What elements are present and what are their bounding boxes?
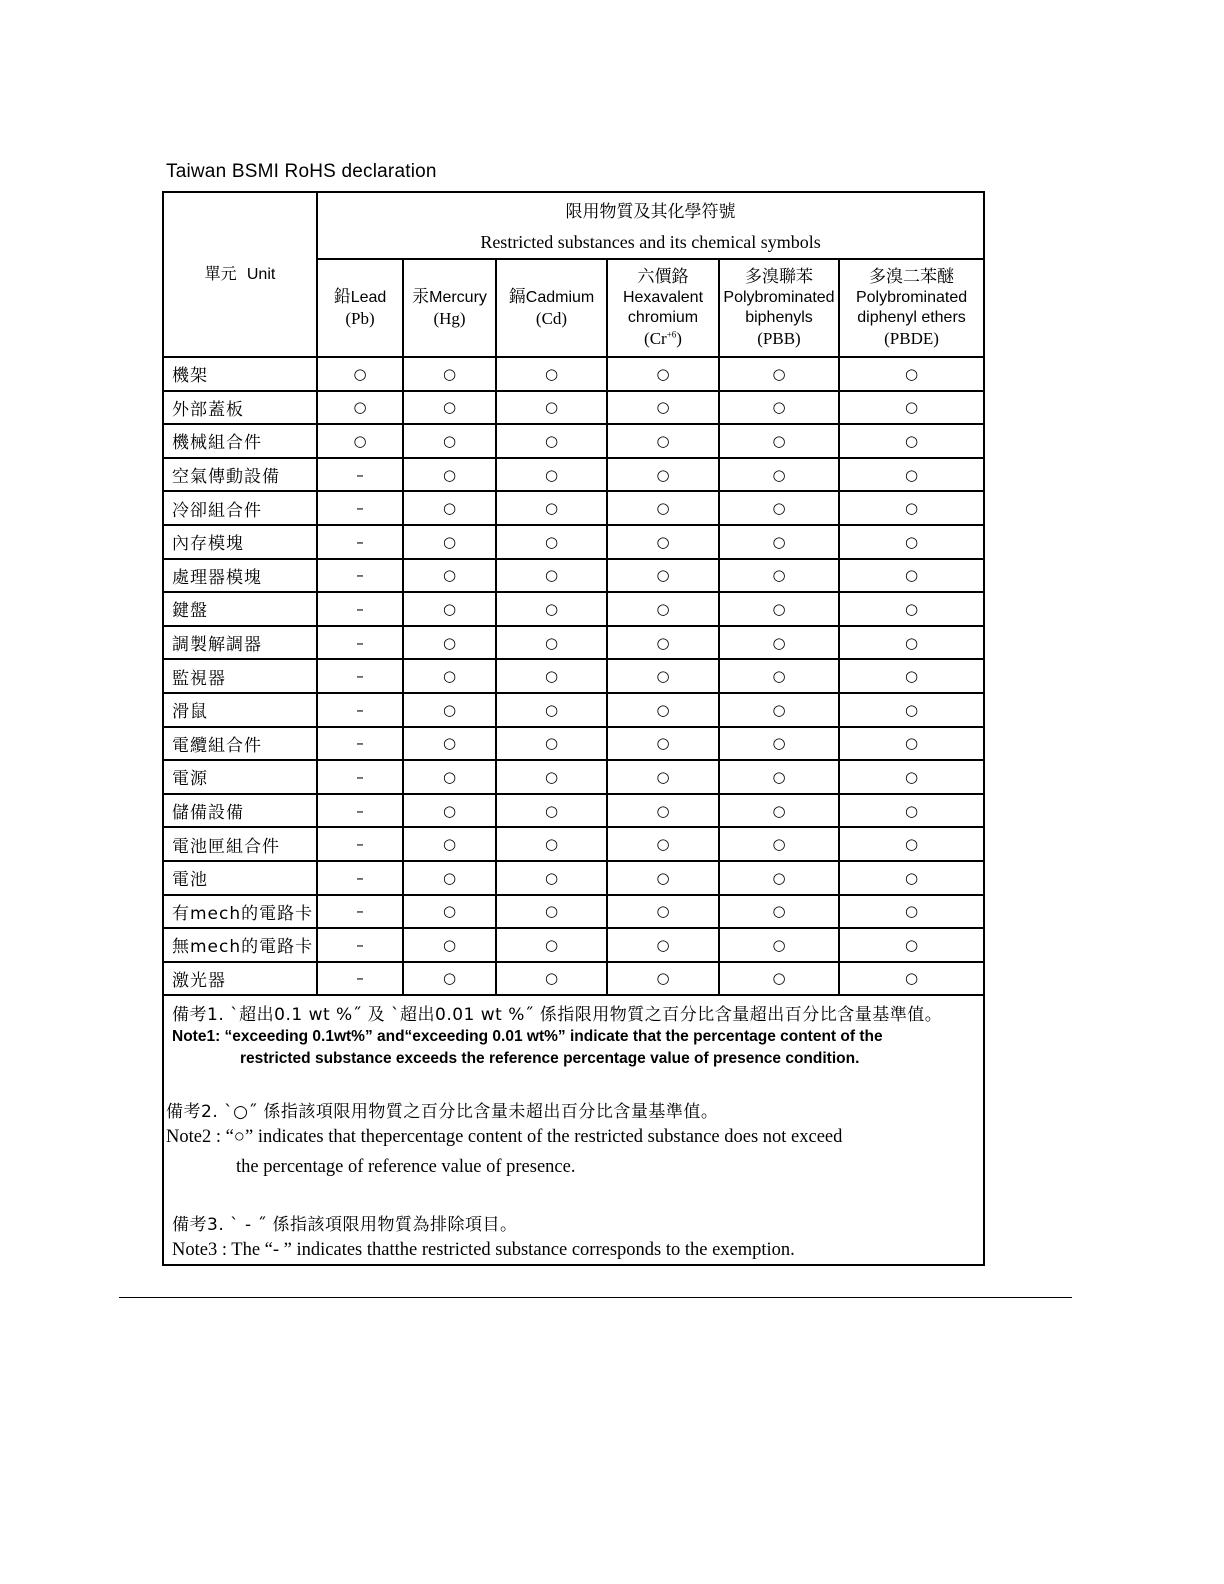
substance-mark-cell: ○ (719, 727, 839, 761)
substance-mark-cell: ○ (719, 861, 839, 895)
pbb-symbol: (PBB) (757, 329, 801, 348)
table-row (163, 559, 984, 593)
lead-symbol: (Pb) (345, 309, 375, 328)
pbb-zh: 多溴聯苯 (745, 266, 813, 287)
substance-mark-cell: ○ (719, 928, 839, 962)
substance-mark-cell: ○ (496, 458, 607, 492)
table-row (163, 458, 984, 492)
substance-mark-cell: ○ (403, 693, 496, 727)
substance-mark-cell: ○ (839, 391, 984, 425)
substance-mark-cell: ○ (839, 727, 984, 761)
substance-mark-cell: ○ (403, 357, 496, 391)
substance-mark-cell: ○ (403, 391, 496, 425)
pbde-symbol: (PBDE) (884, 329, 939, 348)
note3-en: Note3 : The “- ” indicates thatthe restricted substance corresponds to the exemption. (172, 1240, 795, 1261)
substance-mark-cell: ○ (839, 458, 984, 492)
substance-mark-cell: ○ (317, 357, 403, 391)
chromium-en2: chromium (627, 309, 699, 326)
substance-mark-cell: – (317, 693, 403, 727)
substance-mark-cell: ○ (839, 491, 984, 525)
substance-mark-cell: ○ (496, 491, 607, 525)
mercury-symbol: (Hg) (433, 309, 466, 328)
substance-mark-cell: ○ (719, 458, 839, 492)
substance-mark-cell: ○ (719, 424, 839, 458)
substance-mark-cell: ○ (403, 962, 496, 996)
substance-mark-cell: – (317, 559, 403, 593)
document-title: Taiwan BSMI RoHS declaration (166, 161, 437, 182)
substance-mark-cell: ○ (607, 693, 719, 727)
lead-zh: 鉛 (333, 286, 351, 307)
substance-mark-cell: ○ (719, 559, 839, 593)
pbb-en1: Polybrominated (723, 289, 835, 306)
substance-mark-cell: ○ (607, 895, 719, 929)
substance-mark-cell: ○ (839, 895, 984, 929)
unit-name-cell: 監視器 (163, 659, 317, 693)
substance-mark-cell: ○ (607, 794, 719, 828)
substance-mark-cell: ○ (607, 827, 719, 861)
substance-mark-cell: ○ (607, 962, 719, 996)
pbde-header (839, 259, 984, 357)
chromium-en1: Hexavalent (622, 289, 704, 306)
note1-en-line2: restricted substance exceeds the reference percentage value of presence condition. (240, 1050, 860, 1068)
substance-mark-cell: – (317, 592, 403, 626)
note2-en-line1: Note2 : “○” indicates that thepercentage content of the restricted substance does not exceed (166, 1127, 843, 1148)
unit-name-cell: 內存模塊 (163, 525, 317, 559)
group-header-en: Restricted substances and its chemical symbols (480, 231, 821, 252)
substance-mark-cell: ○ (607, 659, 719, 693)
substance-mark-cell: ○ (496, 659, 607, 693)
unit-name-cell: 外部蓋板 (163, 391, 317, 425)
substance-mark-cell: ○ (719, 626, 839, 660)
substance-mark-cell: ○ (607, 727, 719, 761)
table-row (163, 827, 984, 861)
substance-mark-cell: ○ (607, 458, 719, 492)
substance-mark-cell: ○ (607, 525, 719, 559)
substance-mark-cell: ○ (719, 491, 839, 525)
substance-mark-cell: ○ (403, 525, 496, 559)
table-row (163, 525, 984, 559)
substance-mark-cell: ○ (719, 760, 839, 794)
substance-mark-cell: ○ (403, 895, 496, 929)
substance-mark-cell: – (317, 794, 403, 828)
substance-mark-cell: – (317, 962, 403, 996)
cadmium-symbol: (Cd) (535, 309, 568, 328)
table-row (163, 693, 984, 727)
substance-mark-cell: – (317, 928, 403, 962)
notes-cell (163, 995, 984, 1265)
unit-header-en: Unit (246, 266, 276, 283)
table-row (163, 659, 984, 693)
substance-mark-cell: – (317, 895, 403, 929)
substance-mark-cell: ○ (839, 626, 984, 660)
table-row (163, 424, 984, 458)
pbde-en1: Polybrominated (855, 289, 968, 306)
substance-mark-cell: ○ (496, 928, 607, 962)
table-row (163, 861, 984, 895)
pbb-header (719, 259, 839, 357)
substance-mark-cell: ○ (403, 659, 496, 693)
substance-mark-cell: ○ (839, 659, 984, 693)
unit-name-cell: 有mech的電路卡 (163, 895, 317, 929)
substance-mark-cell: ○ (839, 827, 984, 861)
substance-mark-cell: ○ (496, 962, 607, 996)
substance-mark-cell: ○ (607, 559, 719, 593)
unit-name-cell: 電池匣組合件 (163, 827, 317, 861)
group-header-zh: 限用物質及其化學符號 (565, 201, 736, 222)
substance-mark-cell: ○ (496, 525, 607, 559)
mercury-en: Mercury (429, 288, 487, 306)
table-row (163, 962, 984, 996)
substance-mark-cell: ○ (496, 760, 607, 794)
substance-mark-cell: ○ (607, 592, 719, 626)
substance-mark-cell: ○ (496, 827, 607, 861)
unit-name-cell: 激光器 (163, 962, 317, 996)
substance-mark-cell: ○ (403, 861, 496, 895)
substance-mark-cell: ○ (403, 760, 496, 794)
pbde-zh: 多溴二苯醚 (869, 266, 955, 287)
note2-zh: 備考2. ˋ○˝ 係指該項限用物質之百分比含量未超出百分比含量基準值。 (166, 1102, 719, 1123)
unit-name-cell: 滑鼠 (163, 693, 317, 727)
substance-mark-cell: ○ (403, 626, 496, 660)
chromium-zh: 六價鉻 (637, 266, 689, 287)
lead-header (317, 259, 403, 357)
substance-mark-cell: ○ (839, 928, 984, 962)
substance-mark-cell: ○ (719, 592, 839, 626)
substance-mark-cell: ○ (719, 827, 839, 861)
substance-mark-cell: ○ (496, 424, 607, 458)
substance-mark-cell: ○ (607, 928, 719, 962)
pbb-en2: biphenyls (745, 309, 813, 326)
table-row (163, 760, 984, 794)
substance-mark-cell: ○ (403, 827, 496, 861)
substance-mark-cell: ○ (719, 391, 839, 425)
cadmium-header (496, 259, 607, 357)
substance-mark-cell: – (317, 491, 403, 525)
cadmium-zh: 鎘 (508, 286, 526, 307)
rohs-table-body (163, 357, 984, 1265)
unit-name-cell: 空氣傳動設備 (163, 458, 317, 492)
substance-mark-cell: ○ (607, 760, 719, 794)
table-row (163, 727, 984, 761)
substance-mark-cell: ○ (839, 861, 984, 895)
substance-mark-cell: – (317, 827, 403, 861)
substance-mark-cell: ○ (317, 391, 403, 425)
unit-name-cell: 電纜組合件 (163, 727, 317, 761)
substance-mark-cell: ○ (839, 592, 984, 626)
table-row (163, 491, 984, 525)
substance-mark-cell: ○ (607, 424, 719, 458)
substance-mark-cell: ○ (317, 424, 403, 458)
table-row (163, 928, 984, 962)
table-row (163, 895, 984, 929)
table-row (163, 794, 984, 828)
substance-mark-cell: ○ (839, 693, 984, 727)
substance-mark-cell: ○ (496, 794, 607, 828)
substance-mark-cell: ○ (839, 559, 984, 593)
substance-mark-cell: ○ (719, 962, 839, 996)
substance-mark-cell: ○ (496, 559, 607, 593)
substance-mark-cell: – (317, 659, 403, 693)
unit-name-cell: 機械組合件 (163, 424, 317, 458)
substance-mark-cell: ○ (496, 727, 607, 761)
substance-mark-cell: – (317, 727, 403, 761)
table-row (163, 391, 984, 425)
table-row (163, 626, 984, 660)
table-row (163, 357, 984, 391)
rohs-table (162, 191, 985, 1266)
cadmium-en: Cadmium (525, 288, 595, 306)
substance-mark-cell: ○ (607, 626, 719, 660)
substance-mark-cell: ○ (403, 559, 496, 593)
substance-mark-cell: ○ (403, 491, 496, 525)
substance-mark-cell: ○ (607, 357, 719, 391)
substance-mark-cell: ○ (719, 895, 839, 929)
substances-group-header (317, 192, 984, 259)
substance-mark-cell: ○ (607, 861, 719, 895)
substance-mark-cell: ○ (839, 357, 984, 391)
note1-zh: 備考1. ˋ超出0.1 wt %˝ 及 ˋ超出0.01 wt %˝ 係指限用物質之百分比含量超出百分比含量基準值。 (172, 1005, 943, 1026)
substance-mark-cell: ○ (403, 794, 496, 828)
substance-mark-cell: – (317, 760, 403, 794)
substance-mark-cell: ○ (403, 424, 496, 458)
substance-mark-cell: ○ (403, 592, 496, 626)
substance-mark-cell: ○ (403, 727, 496, 761)
note3-zh: 備考3. ˋ - ˝ 係指該項限用物質為排除項目。 (172, 1215, 518, 1236)
substance-mark-cell: – (317, 525, 403, 559)
lead-en: Lead (350, 288, 387, 306)
chromium-header (607, 259, 719, 357)
unit-name-cell: 電池 (163, 861, 317, 895)
substance-mark-cell: ○ (403, 928, 496, 962)
substance-mark-cell: ○ (496, 693, 607, 727)
mercury-header (403, 259, 496, 357)
substance-mark-cell: ○ (839, 794, 984, 828)
substance-mark-cell: ○ (496, 895, 607, 929)
substance-mark-cell: ○ (496, 391, 607, 425)
substance-mark-cell: ○ (839, 962, 984, 996)
substance-mark-cell: ○ (496, 357, 607, 391)
substance-mark-cell: ○ (719, 794, 839, 828)
substance-mark-cell: ○ (403, 458, 496, 492)
note2-en-line2: the percentage of reference value of presence. (236, 1157, 576, 1178)
chromium-symbol: $(Cr^{+6})$ (644, 329, 682, 348)
unit-name-cell: 儲備設備 (163, 794, 317, 828)
substance-mark-cell: ○ (719, 525, 839, 559)
pbde-en2: diphenyl ethers (857, 309, 966, 326)
substance-mark-cell: ○ (839, 525, 984, 559)
unit-header-zh: 單元 (204, 264, 237, 283)
unit-name-cell: 冷卻組合件 (163, 491, 317, 525)
note1-en-line1: Note1: “exceeding 0.1wt%” and“exceeding 0.01 wt%” indicate that the percentage content of the (172, 1028, 883, 1046)
substance-mark-cell: ○ (839, 424, 984, 458)
substance-mark-cell: ○ (496, 861, 607, 895)
unit-name-cell: 調製解調器 (163, 626, 317, 660)
substance-mark-cell: ○ (839, 760, 984, 794)
substance-mark-cell: ○ (607, 391, 719, 425)
substance-mark-cell: ○ (496, 592, 607, 626)
substance-mark-cell: – (317, 861, 403, 895)
unit-name-cell: 電源 (163, 760, 317, 794)
unit-name-cell: 無mech的電路卡 (163, 928, 317, 962)
table-row (163, 592, 984, 626)
unit-name-cell: 機架 (163, 357, 317, 391)
unit-header (163, 192, 317, 357)
substance-mark-cell: ○ (607, 491, 719, 525)
substance-mark-cell: ○ (496, 626, 607, 660)
footer-divider (119, 1297, 1072, 1298)
substance-mark-cell: – (317, 626, 403, 660)
mercury-zh: 汞 (412, 286, 430, 307)
substance-mark-cell: – (317, 458, 403, 492)
substance-mark-cell: ○ (719, 659, 839, 693)
substance-mark-cell: ○ (719, 357, 839, 391)
substance-mark-cell: ○ (719, 693, 839, 727)
unit-name-cell: 鍵盤 (163, 592, 317, 626)
unit-name-cell: 處理器模塊 (163, 559, 317, 593)
